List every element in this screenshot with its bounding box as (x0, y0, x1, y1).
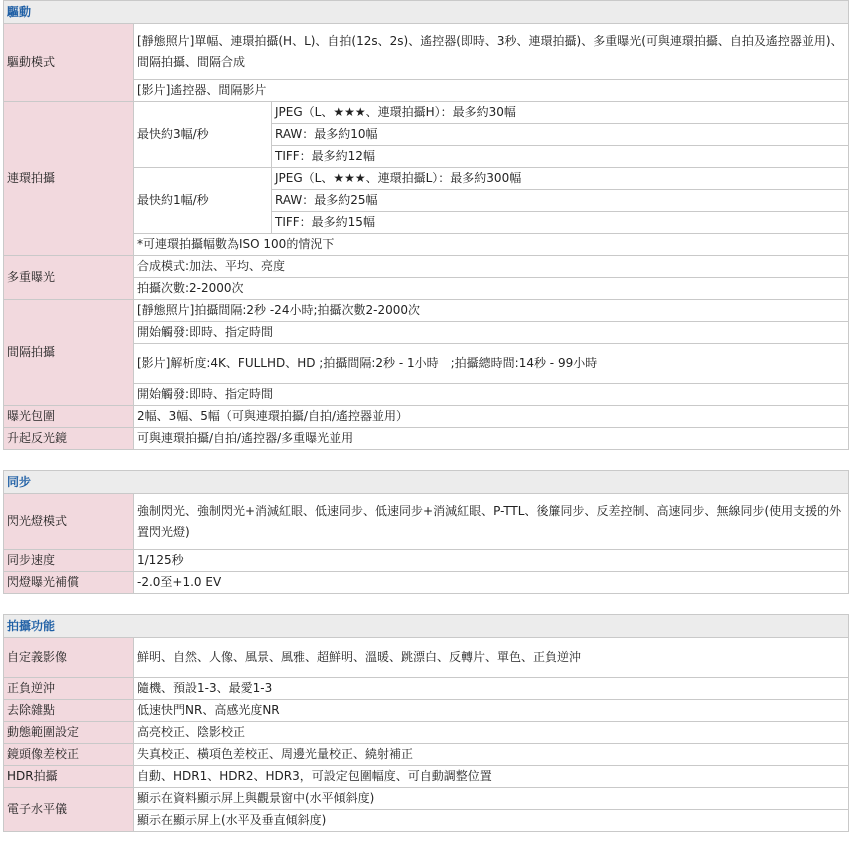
section-spacer (4, 594, 849, 615)
custom-image-value: 鮮明、自然、人像、風景、風雅、超鮮明、溫暖、跳漂白、反轉片、單色、正負逆沖 (134, 638, 849, 678)
burst-l-raw: RAW：最多約25幅 (272, 190, 849, 212)
flash-mode-label: 閃光燈模式 (4, 494, 134, 550)
multi-exposure-label: 多重曝光 (4, 256, 134, 300)
electronic-level-value-2: 顯示在顯示屏上(水平及垂直傾斜度) (134, 810, 849, 832)
hdr-value: 自動、HDR1、HDR2、HDR3，可設定包圍幅度、可自動調整位置 (134, 766, 849, 788)
noise-reduction-value: 低速快門NR、高感光度NR (134, 700, 849, 722)
interval-label: 間隔拍攝 (4, 300, 134, 406)
flash-comp-label: 閃燈曝光補償 (4, 572, 134, 594)
burst-h-jpeg: JPEG（L、★★★、連環拍攝H）：最多約30幅 (272, 102, 849, 124)
burst-note: *可連環拍攝幅數為ISO 100的情況下 (134, 234, 849, 256)
lens-correction-value: 失真校正、橫項色差校正、周邊光量校正、繞射補正 (134, 744, 849, 766)
section-header-sync: 同步 (4, 471, 849, 494)
burst-h-speed: 最快約3幅/秒 (134, 102, 272, 168)
noise-reduction-label: 去除雜點 (4, 700, 134, 722)
burst-l-speed: 最快約1幅/秒 (134, 168, 272, 234)
custom-image-label: 自定義影像 (4, 638, 134, 678)
spec-table (3, 0, 849, 832)
mirror-up-value: 可與連環拍攝/自拍/遙控器/多重曝光並用 (134, 428, 849, 450)
electronic-level-label: 電子水平儀 (4, 788, 134, 832)
spec-sheet (3, 0, 848, 832)
dynamic-range-label: 動態範圍設定 (4, 722, 134, 744)
section-header-drive: 驅動 (4, 1, 849, 24)
burst-h-raw: RAW：最多約10幅 (272, 124, 849, 146)
mirror-up-label: 升起反光鏡 (4, 428, 134, 450)
dynamic-range-value: 高亮校正、陰影校正 (134, 722, 849, 744)
sync-speed-value: 1/125秒 (134, 550, 849, 572)
flash-mode-value: 強制閃光、強制閃光+消減紅眼、低速同步、低速同步+消減紅眼、P-TTL、後簾同步、反差控制、高速同步、無線同步(使用支援的外置閃光燈) (134, 494, 849, 550)
cross-process-label: 正負逆沖 (4, 678, 134, 700)
bracket-label: 曝光包圍 (4, 406, 134, 428)
burst-l-tiff: TIFF：最多約15幅 (272, 212, 849, 234)
burst-h-tiff: TIFF：最多約12幅 (272, 146, 849, 168)
lens-correction-label: 鏡頭像差校正 (4, 744, 134, 766)
flash-comp-value: -2.0至+1.0 EV (134, 572, 849, 594)
interval-still-start: 開始觸發:即時、指定時間 (134, 322, 849, 344)
interval-movie: [影片]解析度:4K、FULLHD、HD ;拍攝間隔:2秒 - 1小時 ;拍攝總時間:14秒 - 99小時 (134, 344, 849, 384)
section-spacer (4, 450, 849, 471)
interval-still: [靜態照片]拍攝間隔:2秒 -24小時;拍攝次數2-2000次 (134, 300, 849, 322)
bracket-value: 2幅、3幅、5幅（可與連環拍攝/自拍/遙控器並用） (134, 406, 849, 428)
sync-speed-label: 同步速度 (4, 550, 134, 572)
interval-movie-start: 開始觸發:即時、指定時間 (134, 384, 849, 406)
drive-mode-still: [靜態照片]單幅、連環拍攝(H、L)、自拍(12s、2s)、遙控器(即時、3秒、連環拍攝)、多重曝光(可與連環拍攝、自拍及遙控器並用)、間隔拍攝、間隔合成 (134, 24, 849, 80)
multi-exposure-count: 拍攝次數:2-2000次 (134, 278, 849, 300)
cross-process-value: 隨機、預設1-3、最愛1-3 (134, 678, 849, 700)
electronic-level-value-1: 顯示在資料顯示屏上與觀景窗中(水平傾斜度) (134, 788, 849, 810)
drive-mode-label: 驅動模式 (4, 24, 134, 102)
burst-label: 連環拍攝 (4, 102, 134, 256)
multi-exposure-mode: 合成模式:加法、平均、亮度 (134, 256, 849, 278)
hdr-label: HDR拍攝 (4, 766, 134, 788)
section-header-shooting: 拍攝功能 (4, 615, 849, 638)
drive-mode-movie: [影片]遙控器、間隔影片 (134, 80, 849, 102)
burst-l-jpeg: JPEG（L、★★★、連環拍攝L）：最多約300幅 (272, 168, 849, 190)
